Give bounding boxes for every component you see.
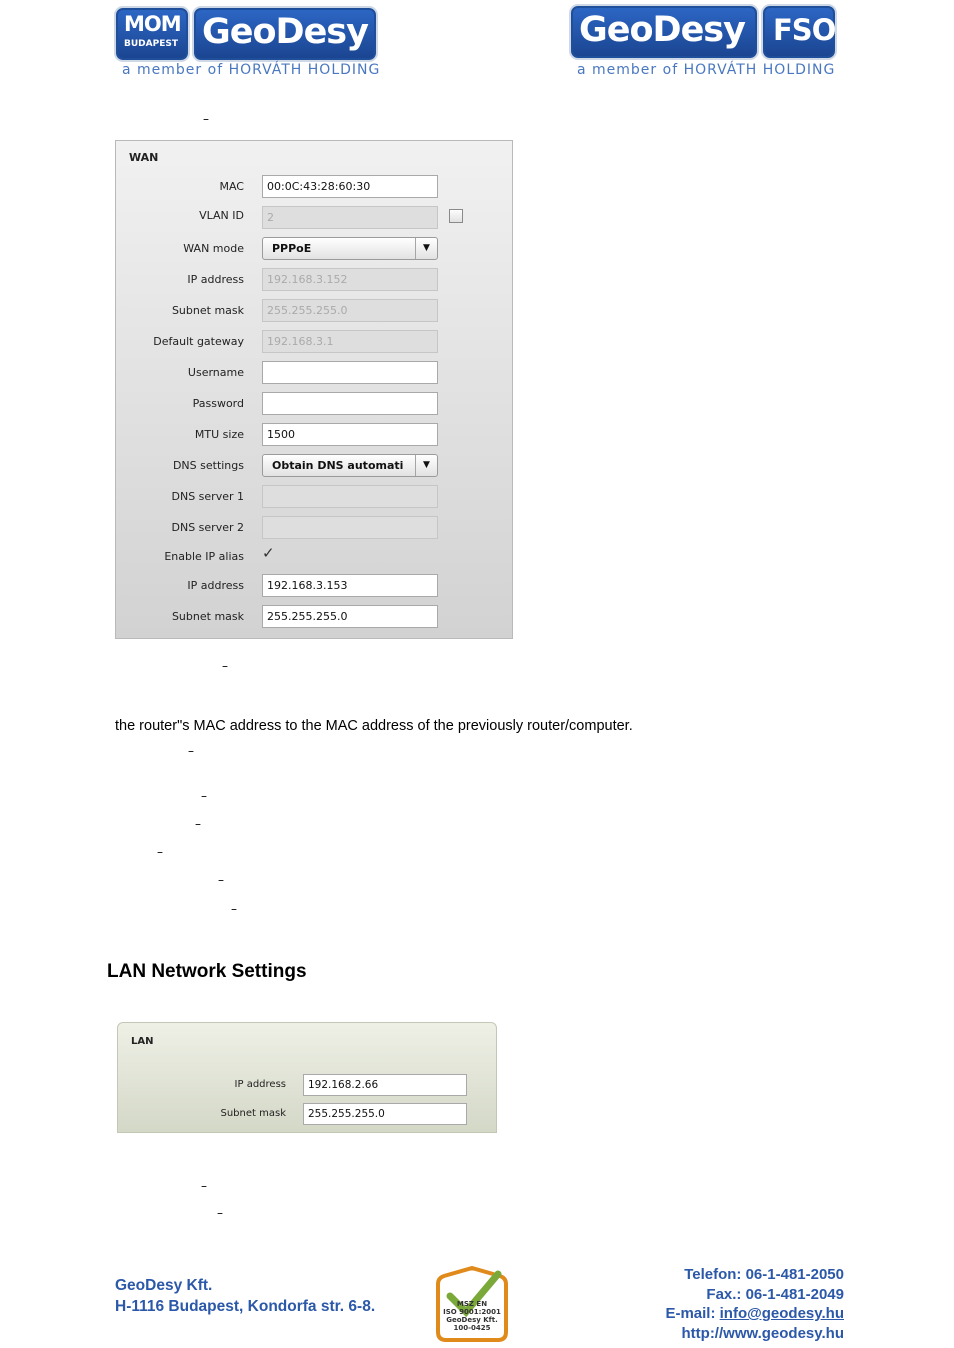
phone-number: Telefon: 06-1-481-2050 — [684, 1266, 844, 1283]
badge-line-1: MSZ EN — [456, 1300, 488, 1308]
dns-server-2-input[interactable] — [262, 516, 438, 539]
default-gateway-label: Default gateway — [153, 335, 244, 348]
wan-mode-label: WAN mode — [183, 242, 244, 255]
dash-marker: – — [201, 789, 207, 803]
geodesy-fso-logo — [569, 4, 839, 82]
badge-line-4: 100-0425 — [453, 1324, 491, 1332]
mom-badge-subtext: BUDAPEST — [124, 39, 178, 49]
vlan-id-label: VLAN ID — [199, 209, 244, 222]
vlan-id-input[interactable]: 2 — [262, 206, 438, 229]
dash-marker: – — [188, 744, 194, 758]
contact-info — [665, 1265, 844, 1343]
geodesy-mom-logo — [114, 6, 381, 82]
alias-ip-address-input[interactable]: 192.168.3.153 — [262, 574, 438, 597]
dash-marker: – — [217, 1206, 223, 1220]
lan-panel-title: LAN — [131, 1036, 154, 1047]
chevron-down-icon: ▼ — [415, 455, 437, 476]
ip-alias-checkbox[interactable]: ✓ — [262, 544, 275, 562]
lan-settings-panel — [117, 1022, 497, 1133]
right-logo-tagline: a member of HORVÁTH HOLDING — [577, 62, 836, 78]
wan-mode-value: PPPoE — [272, 242, 312, 255]
lan-ip-address-input[interactable]: 192.168.2.66 — [303, 1074, 467, 1096]
website-link[interactable]: http://www.geodesy.hu — [681, 1324, 844, 1342]
geodesy-fso-wordmark: GeoDesy — [579, 10, 745, 50]
ip-address-input[interactable]: 192.168.3.152 — [262, 268, 438, 291]
fax-number: Fax.: 06-1-481-2049 — [706, 1285, 844, 1303]
default-gateway-input[interactable]: 192.168.3.1 — [262, 330, 438, 353]
dash-marker: – — [201, 1179, 207, 1193]
company-name: GeoDesy Kft. — [115, 1277, 213, 1294]
dns-server-1-label: DNS server 1 — [171, 490, 244, 503]
mac-input[interactable]: 00:0C:43:28:60:30 — [262, 175, 438, 198]
email-link[interactable]: info@geodesy.hu — [719, 1305, 844, 1322]
mtu-size-input[interactable]: 1500 — [262, 423, 438, 446]
geodesy-wordmark: GeoDesy — [202, 12, 368, 52]
alias-subnet-mask-input[interactable]: 255.255.255.0 — [262, 605, 438, 628]
wan-settings-panel — [115, 140, 513, 639]
badge-line-3: GeoDesy Kft. — [446, 1316, 498, 1324]
mac-clone-paragraph: the router"s MAC address to the MAC address of the previously router/computer. — [115, 718, 633, 734]
dash-marker: – — [218, 873, 224, 887]
dns-settings-label: DNS settings — [172, 459, 244, 472]
lan-network-settings-heading: LAN Network Settings — [107, 961, 307, 982]
email-label: E-mail: — [665, 1305, 720, 1322]
left-logo-tagline: a member of HORVÁTH HOLDING — [122, 62, 381, 78]
password-input[interactable] — [262, 392, 438, 415]
alias-ip-address-label: IP address — [187, 579, 244, 592]
lan-subnet-mask-label: Subnet mask — [220, 1108, 286, 1119]
dash-marker: – — [222, 659, 228, 673]
username-label: Username — [187, 366, 244, 379]
enable-ip-alias-label: Enable IP alias — [164, 550, 244, 563]
company-address: H-1116 Budapest, Kondorfa str. 6-8. — [115, 1298, 376, 1315]
email-line — [665, 1304, 844, 1324]
alias-subnet-mask-label: Subnet mask — [171, 610, 244, 623]
iso-certification-badge — [432, 1266, 512, 1344]
username-input[interactable] — [262, 361, 438, 384]
dns-server-1-input[interactable] — [262, 485, 438, 508]
badge-line-2: ISO 9001:2001 — [443, 1308, 501, 1316]
ip-address-label: IP address — [187, 273, 244, 286]
badge-text — [442, 1300, 502, 1332]
dns-settings-value: Obtain DNS automati — [272, 459, 404, 472]
lan-ip-address-label: IP address — [234, 1079, 286, 1090]
subnet-mask-input[interactable]: 255.255.255.0 — [262, 299, 438, 322]
chevron-down-icon: ▼ — [415, 238, 437, 259]
password-label: Password — [192, 397, 244, 410]
company-info — [115, 1275, 375, 1317]
mtu-size-label: MTU size — [194, 428, 244, 441]
wan-panel-title: WAN — [129, 151, 159, 164]
subnet-mask-label: Subnet mask — [171, 304, 244, 317]
mac-label: MAC — [219, 180, 244, 193]
dash-marker: – — [231, 902, 237, 916]
dns-settings-select[interactable] — [262, 454, 438, 477]
wan-mode-select[interactable] — [262, 237, 438, 260]
mom-badge-text: MOM — [124, 12, 181, 36]
dash-marker: – — [157, 845, 163, 859]
fso-badge-text: FSO — [773, 13, 836, 47]
dash-marker: – — [195, 817, 201, 831]
dash-marker: – — [203, 112, 209, 126]
vlan-enable-checkbox[interactable] — [449, 209, 463, 223]
dns-server-2-label: DNS server 2 — [171, 521, 244, 534]
lan-subnet-mask-input[interactable]: 255.255.255.0 — [303, 1103, 467, 1125]
